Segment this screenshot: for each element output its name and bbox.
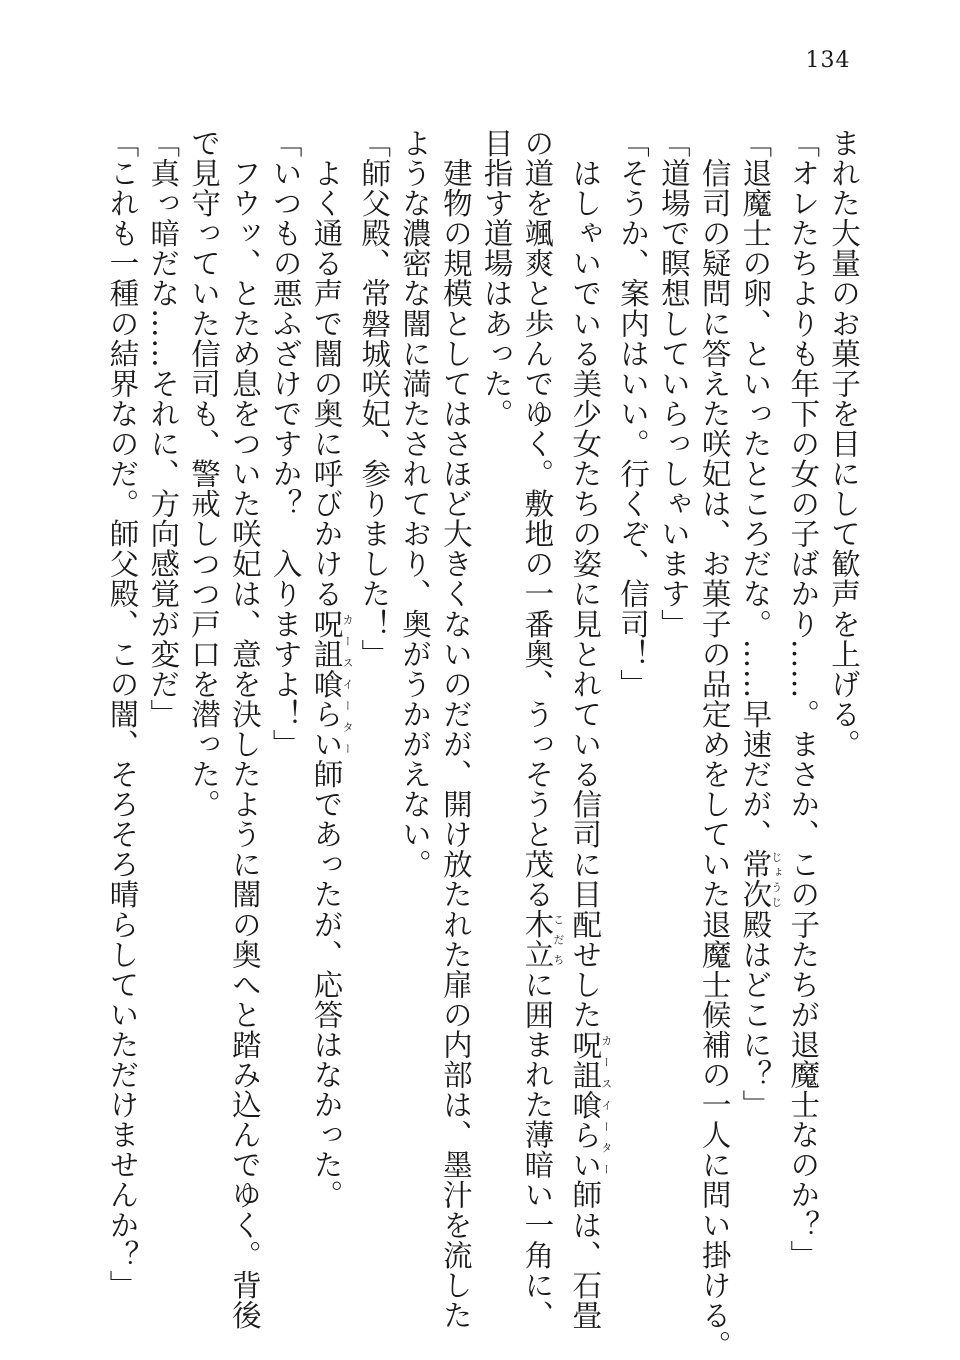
- furigana: 常次じょうじ: [738, 849, 783, 910]
- furigana-reading: カースイーター: [599, 1029, 613, 1180]
- furigana-reading: こだち: [551, 909, 565, 970]
- text-line: 「これも一種の結界なのだ。師父殿、この闇、そろそろ晴らしていただけませんか？」: [105, 128, 140, 1300]
- text-line: フウッ、とため息をついた咲妃は、意を決したように闇の奥へと踏み込んでゆく。背後: [227, 128, 262, 1330]
- text-line: 「そうか、案内はいい。行くぞ、信司！」: [616, 128, 651, 699]
- text-line: 「オレたちよりも年下の女の子ばかり……。まさか、この子たちが退魔士なのか？」: [786, 128, 821, 1270]
- furigana: 木立こだち: [520, 909, 565, 970]
- text-line: はしゃいでいる美少女たちの姿に見とれている信司に目配せした呪詛喰らいカースイーター師は、石畳: [568, 128, 613, 1330]
- furigana-reading: カースイーター: [340, 608, 354, 760]
- text-line: 建物の規模としてはさほど大きくないのだが、開け放たれた扉の内部は、墨汁を流した: [438, 128, 473, 1330]
- text-line: ような濃密な闇に満たされており、奥がうかがえない。: [398, 128, 433, 880]
- text-line: 「退魔士の卵、といったところだな。……早速だが、常次じょうじ殿はどこに？」: [738, 128, 783, 1120]
- text-line: 「真っ暗だな……それに、方向感覚が変だ」: [146, 128, 181, 729]
- text-line: 「いつもの悪ふざけですか？ 入りますよ！」: [268, 128, 303, 760]
- furigana: 呪詛喰らいカースイーター: [568, 1029, 613, 1180]
- page-number: 134: [805, 48, 851, 73]
- text-line: 目指す道場はあった。: [479, 128, 514, 429]
- novel-text-body: [102, 128, 864, 1360]
- furigana-reading: じょうじ: [769, 849, 783, 910]
- text-line: の道を颯爽と歩んでゆく。敷地の一番奥、うっそうと茂る木立こだちに囲まれた薄暗い一角に、: [520, 128, 565, 1331]
- text-line: 信司の疑問に答えた咲妃は、お菓子の品定めをしていた退魔士候補の一人に問い掛ける。: [697, 128, 732, 1360]
- text-line: まれた大量のお菓子を目にして歓声を上げる。: [827, 128, 861, 760]
- furigana: 呪詛喰らいカースイーター: [309, 608, 354, 760]
- text-line: よく通る声で闇の奥に呼びかける呪詛喰らいカースイーター師であったが、応答はなかった。: [309, 128, 354, 1210]
- text-line: で見守っていた信司も、警戒しつつ戸口を潜った。: [187, 128, 222, 820]
- text-line: 「道場で瞑想していらっしゃいます」: [656, 128, 691, 639]
- text-line: 「師父殿、常磐城咲妃、参りました！」: [357, 128, 392, 669]
